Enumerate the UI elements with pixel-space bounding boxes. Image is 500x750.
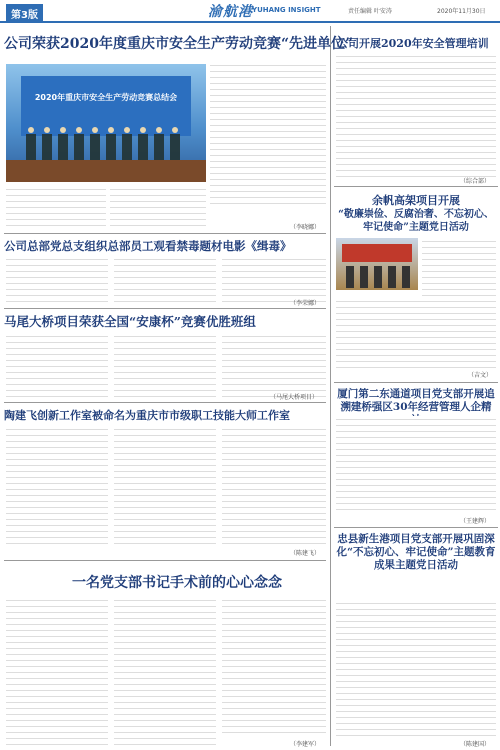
article-5-credit: （李建军） [290,741,321,748]
right-article-2-credit: （吉文） [468,372,493,379]
article-1-headline: 公司荣获2020年度重庆市安全生产劳动竞赛“先进单位” [4,36,354,52]
article-1-body-right [210,62,326,204]
right-article-4-body [336,600,496,736]
article-3-body-col3 [222,333,326,397]
article-5-body-col2 [114,597,216,745]
article-3-headline: 马尾大桥项目荣获全国“安康杯”竞赛优胜班组 [4,314,256,329]
divider-1 [4,233,326,234]
right-article-3-body [336,416,496,514]
right-article-2-body-side [422,238,496,298]
divider-2 [4,308,326,309]
editor-label: 责任编辑 叶安涛 [348,8,392,15]
article-4-credit: （陈建飞） [290,550,321,557]
article-5-headline: 一名党支部书记手术前的心心念念 [72,575,282,591]
article-1-body-col2 [110,186,206,230]
right-article-1-credit: （综合部） [460,178,491,185]
article-5-body-col1 [6,597,108,745]
right-article-1-headline: 公司开展2020年安全管理培训 [337,37,489,50]
insight-label: YUHANG INSIGHT [252,6,321,14]
right-article-2-body [336,298,496,370]
article-4-body-col1 [6,426,108,546]
article-2-credit: （李荣娜） [290,300,321,307]
article-2-headline: 公司总部党总支组织总部员工观看禁毒题材电影《缉毒》 [4,239,292,253]
right-article-1-body [336,53,496,179]
article-4-headline: 陶建飞创新工作室被命名为重庆市市级职工技能大师工作室 [4,409,290,422]
issue-date: 2020年11月30日 [437,8,486,15]
article-2-body-col1 [6,256,108,304]
right-article-3-credit: （王建辉） [460,518,491,525]
article-3-body-col2 [114,333,216,397]
article-5-body-col3 [222,597,326,737]
party-day-photo [336,238,418,290]
right-divider-3 [334,527,498,528]
page-header [0,0,500,22]
header-rule [0,21,500,23]
right-article-3-headline: 厦门第二东通道项目党支部开展追溯建桥强区30年经营管理人企精 [337,388,495,414]
right-article-4-credit: （陈建国） [460,741,491,748]
article-4-body-col2 [114,426,216,546]
right-article-2-subheadline: “敬廉崇俭、反腐治奢、不忘初心、牢记使命”主题党日活动 [338,209,494,233]
right-divider-2 [334,382,498,383]
article-2-body-col2 [114,256,216,304]
article-1-credit: （李晓娜） [290,224,321,231]
article-4-body-col3 [222,426,326,546]
award-ceremony-photo [6,64,206,182]
right-article-2-headline: 余帆高架项目开展 [372,194,460,207]
divider-3 [4,402,326,403]
page-number-tag: 第3版 [6,4,43,23]
newspaper-logo: 渝航港 [208,4,253,20]
article-3-credit: （马尾大桥项目） [270,394,319,401]
article-3-body-col1 [6,333,108,397]
divider-4 [4,560,326,561]
photo-banner-text: 2020年重庆市安全生产劳动竞赛总结会 [34,93,178,102]
article-1-body-col1 [6,186,106,230]
right-article-4-headline: 忠县新生港项目党支部开展巩固深化“不忘初心、牢记使命”主题教育成果主题党日活动 [336,533,496,572]
column-divider [330,26,331,746]
right-divider-1 [334,186,498,187]
article-2-body-col3 [222,256,326,304]
